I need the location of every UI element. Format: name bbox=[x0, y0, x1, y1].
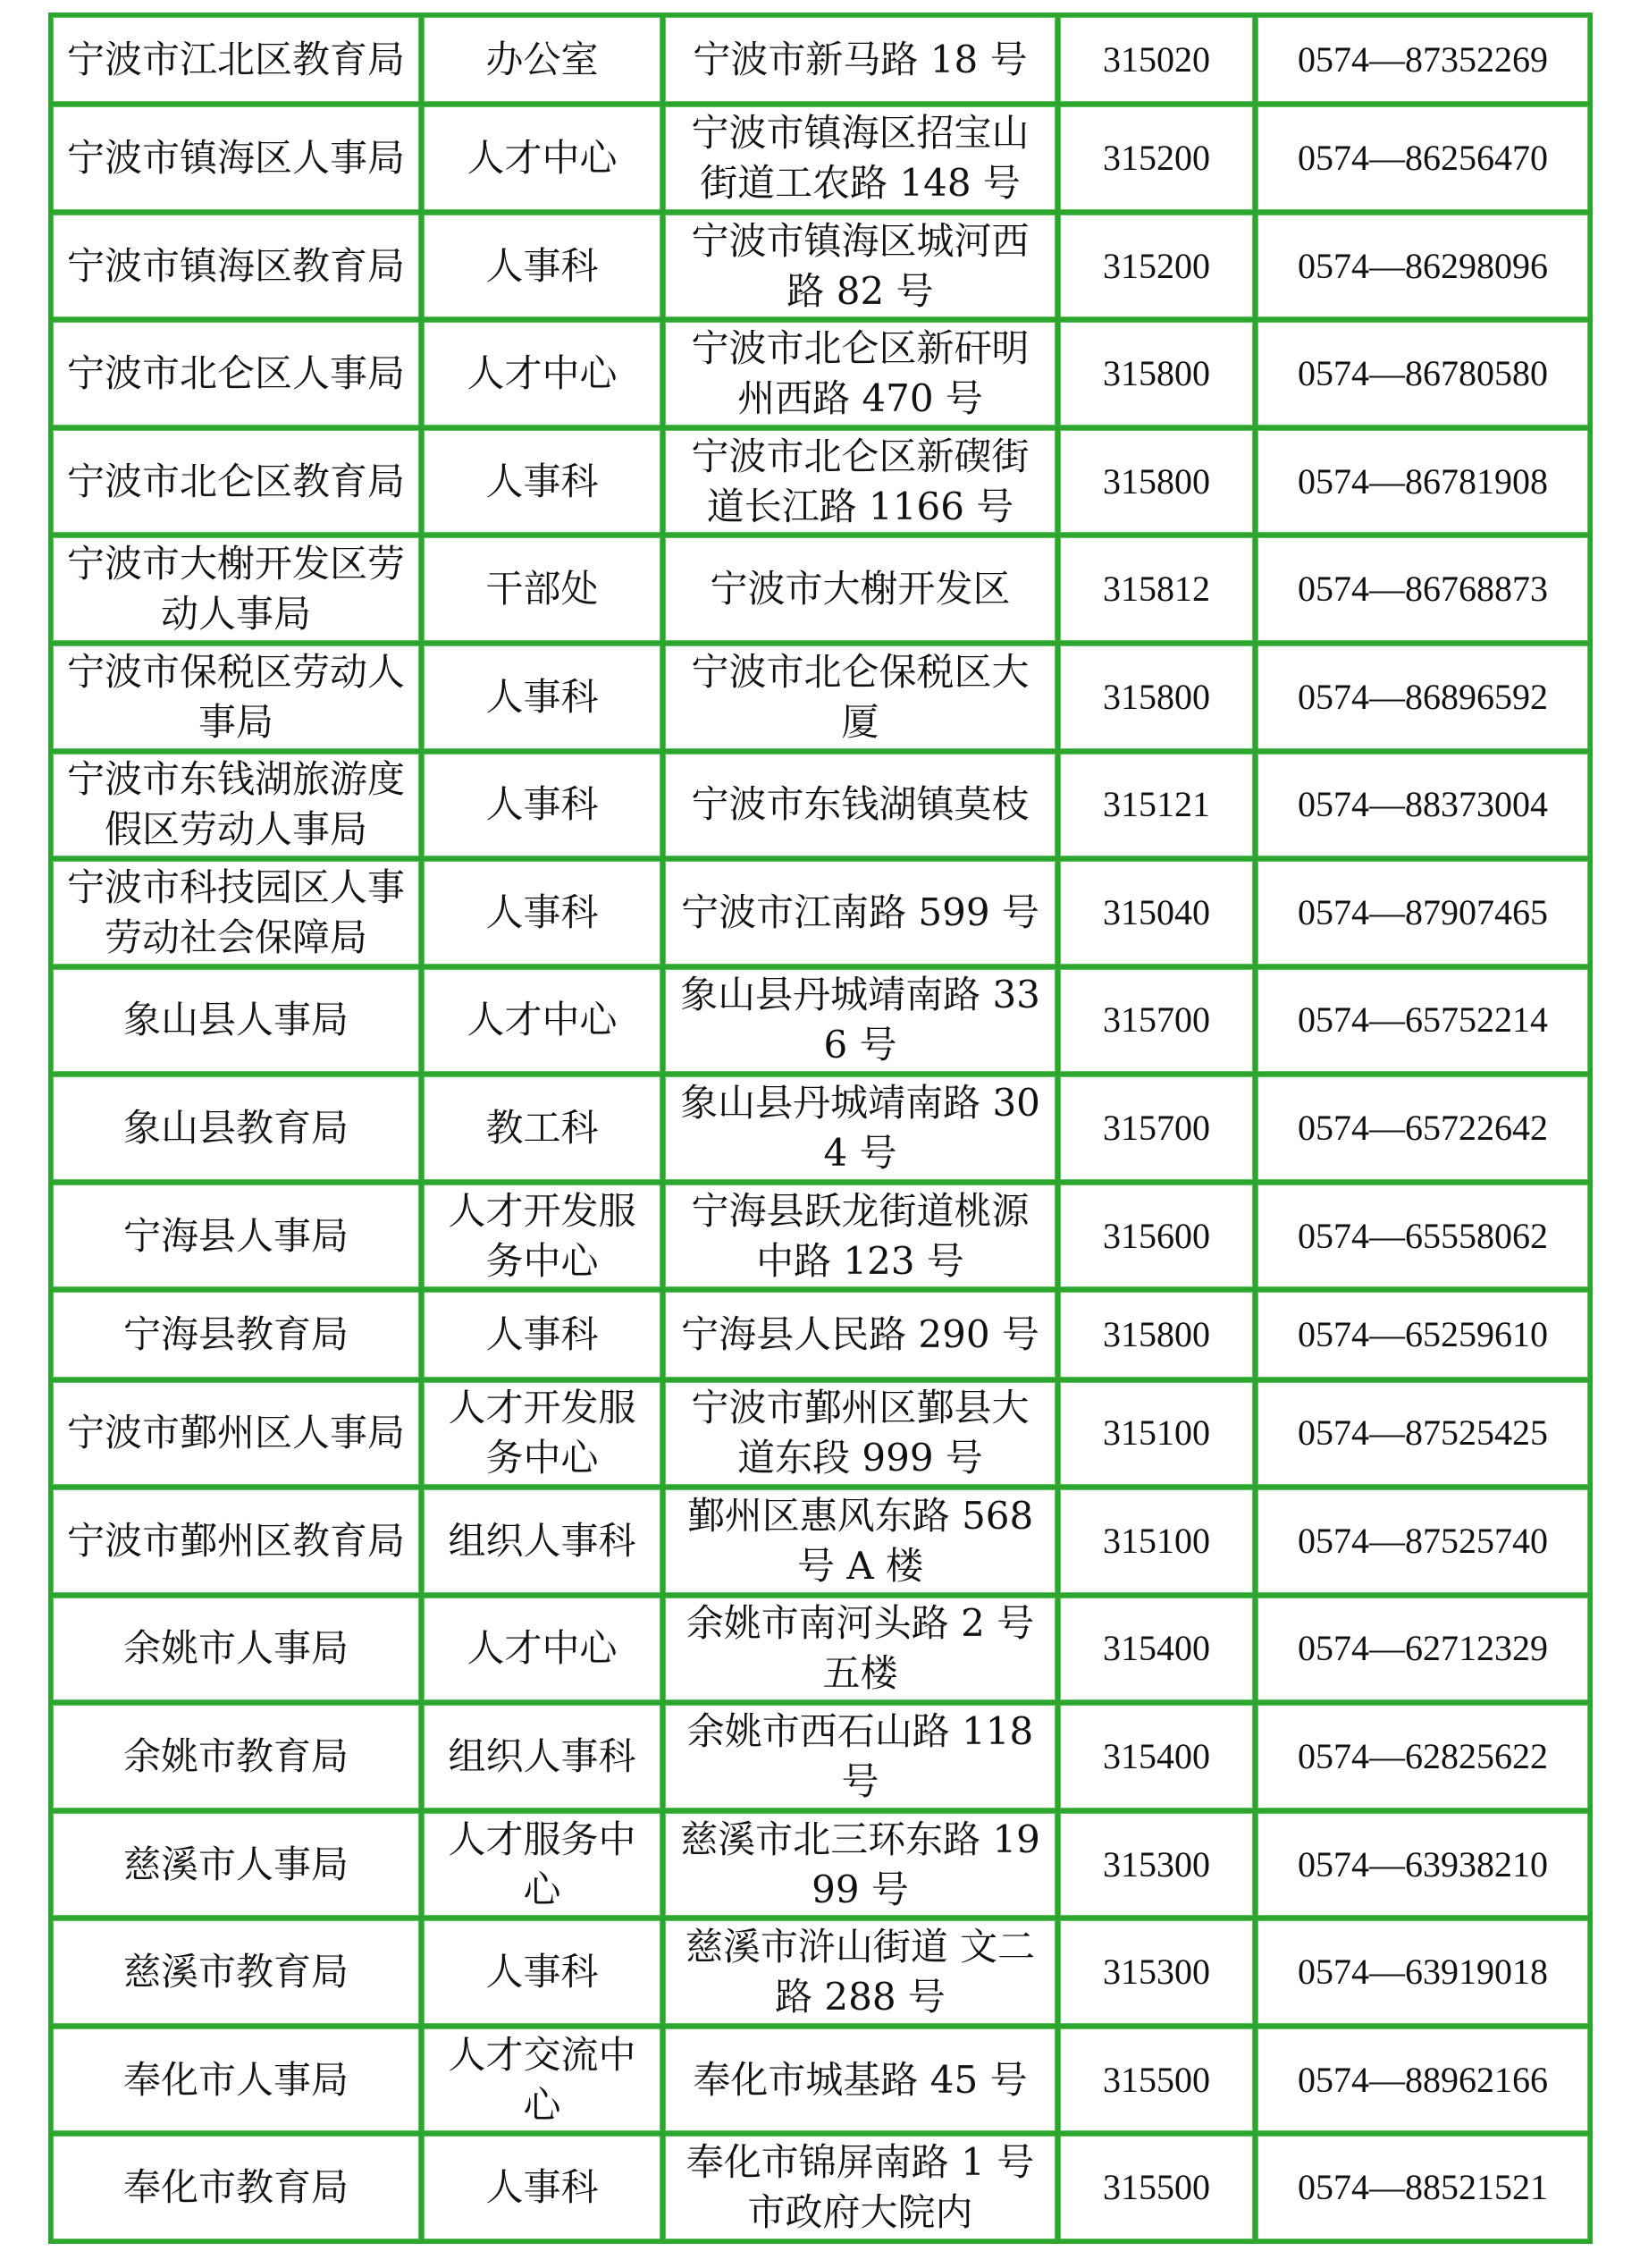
phone-cell: 0574—65558062 bbox=[1257, 1185, 1588, 1288]
postcode-cell: 315400 bbox=[1060, 1598, 1253, 1701]
org-cell: 宁波市江北区教育局 bbox=[53, 17, 419, 102]
phone-cell: 0574—86780580 bbox=[1257, 322, 1588, 426]
org-cell: 奉化市教育局 bbox=[53, 2136, 419, 2239]
table-row bbox=[53, 2028, 1588, 2132]
dept-cell: 组织人事科 bbox=[424, 1489, 660, 1593]
postcode-cell: 315600 bbox=[1060, 1185, 1253, 1288]
postcode-cell: 315500 bbox=[1060, 2028, 1253, 2132]
dept-cell: 人事科 bbox=[424, 2136, 660, 2239]
address-cell: 慈溪市北三环东路 1999 号 bbox=[665, 1813, 1055, 1917]
org-cell: 奉化市人事局 bbox=[53, 2028, 419, 2132]
table-row bbox=[53, 1920, 1588, 2024]
table-row bbox=[53, 1489, 1588, 1593]
postcode-cell: 315400 bbox=[1060, 1705, 1253, 1808]
postcode-cell: 315300 bbox=[1060, 1920, 1253, 2024]
postcode-cell: 315200 bbox=[1060, 215, 1253, 318]
phone-cell: 0574—88962166 bbox=[1257, 2028, 1588, 2132]
address-cell: 宁波市大榭开发区 bbox=[665, 537, 1055, 641]
table-row bbox=[53, 1813, 1588, 1917]
phone-cell: 0574—86256470 bbox=[1257, 106, 1588, 210]
postcode-cell: 315300 bbox=[1060, 1813, 1253, 1917]
address-cell: 宁波市鄞州区鄞县大道东段 999 号 bbox=[665, 1382, 1055, 1486]
phone-cell: 0574—88521521 bbox=[1257, 2136, 1588, 2239]
address-cell: 奉化市锦屏南路 1 号市政府大院内 bbox=[665, 2136, 1055, 2239]
table-row bbox=[53, 1382, 1588, 1486]
postcode-cell: 315700 bbox=[1060, 1076, 1253, 1180]
postcode-cell: 315100 bbox=[1060, 1489, 1253, 1593]
org-cell: 宁波市东钱湖旅游度假区劳动人事局 bbox=[53, 754, 419, 857]
dept-cell: 干部处 bbox=[424, 537, 660, 641]
dept-cell: 人事科 bbox=[424, 754, 660, 857]
address-cell: 象山县丹城靖南路 304 号 bbox=[665, 1076, 1055, 1180]
phone-cell: 0574—87525740 bbox=[1257, 1489, 1588, 1593]
dept-cell: 人才开发服务中心 bbox=[424, 1185, 660, 1288]
org-cell: 宁波市镇海区教育局 bbox=[53, 215, 419, 318]
org-cell: 宁波市北仑区人事局 bbox=[53, 322, 419, 426]
org-cell: 宁海县教育局 bbox=[53, 1292, 419, 1377]
table-row bbox=[53, 106, 1588, 210]
phone-cell: 0574—65752214 bbox=[1257, 969, 1588, 1073]
org-cell: 慈溪市人事局 bbox=[53, 1813, 419, 1917]
table-row bbox=[53, 1598, 1588, 1701]
phone-cell: 0574—87352269 bbox=[1257, 17, 1588, 102]
postcode-cell: 315812 bbox=[1060, 537, 1253, 641]
address-cell: 宁波市新马路 18 号 bbox=[665, 17, 1055, 102]
table-row bbox=[53, 861, 1588, 965]
org-cell: 宁波市科技园区人事劳动社会保障局 bbox=[53, 861, 419, 965]
phone-cell: 0574—63919018 bbox=[1257, 1920, 1588, 2024]
dept-cell: 人才中心 bbox=[424, 969, 660, 1073]
postcode-cell: 315500 bbox=[1060, 2136, 1253, 2239]
org-cell: 象山县人事局 bbox=[53, 969, 419, 1073]
org-cell: 宁海县人事局 bbox=[53, 1185, 419, 1288]
table-row bbox=[53, 1705, 1588, 1808]
table-row bbox=[53, 215, 1588, 318]
phone-cell: 0574—65259610 bbox=[1257, 1292, 1588, 1377]
table-row bbox=[53, 537, 1588, 641]
table-row bbox=[53, 17, 1588, 102]
dept-cell: 人才中心 bbox=[424, 106, 660, 210]
table-row bbox=[53, 969, 1588, 1073]
org-cell: 宁波市鄞州区教育局 bbox=[53, 1489, 419, 1593]
org-cell: 余姚市人事局 bbox=[53, 1598, 419, 1701]
table-row bbox=[53, 754, 1588, 857]
address-cell: 慈溪市浒山街道 文二路 288 号 bbox=[665, 1920, 1055, 2024]
address-cell: 宁波市北仑保税区大厦 bbox=[665, 645, 1055, 749]
table-row bbox=[53, 1076, 1588, 1180]
phone-cell: 0574—62825622 bbox=[1257, 1705, 1588, 1808]
phone-cell: 0574—86896592 bbox=[1257, 645, 1588, 749]
dept-cell: 人才开发服务中心 bbox=[424, 1382, 660, 1486]
address-cell: 余姚市西石山路 118 号 bbox=[665, 1705, 1055, 1808]
postcode-cell: 315100 bbox=[1060, 1382, 1253, 1486]
address-cell: 奉化市城基路 45 号 bbox=[665, 2028, 1055, 2132]
table-row bbox=[53, 430, 1588, 534]
table-row bbox=[53, 322, 1588, 426]
dept-cell: 人才服务中心 bbox=[424, 1813, 660, 1917]
table-row bbox=[53, 2136, 1588, 2239]
dept-cell: 人才中心 bbox=[424, 1598, 660, 1701]
postcode-cell: 315121 bbox=[1060, 754, 1253, 857]
phone-cell: 0574—88373004 bbox=[1257, 754, 1588, 857]
phone-cell: 0574—63938210 bbox=[1257, 1813, 1588, 1917]
address-cell: 宁波市江南路 599 号 bbox=[665, 861, 1055, 965]
phone-cell: 0574—86298096 bbox=[1257, 215, 1588, 318]
org-cell: 宁波市保税区劳动人事局 bbox=[53, 645, 419, 749]
dept-cell: 人才交流中心 bbox=[424, 2028, 660, 2132]
org-cell: 象山县教育局 bbox=[53, 1076, 419, 1180]
dept-cell: 办公室 bbox=[424, 17, 660, 102]
org-cell: 宁波市大榭开发区劳动人事局 bbox=[53, 537, 419, 641]
org-cell: 慈溪市教育局 bbox=[53, 1920, 419, 2024]
address-cell: 宁海县人民路 290 号 bbox=[665, 1292, 1055, 1377]
org-cell: 宁波市北仑区教育局 bbox=[53, 430, 419, 534]
postcode-cell: 315020 bbox=[1060, 17, 1253, 102]
contact-directory-table bbox=[48, 13, 1593, 2244]
postcode-cell: 315800 bbox=[1060, 322, 1253, 426]
postcode-cell: 315800 bbox=[1060, 1292, 1253, 1377]
org-cell: 宁波市鄞州区人事局 bbox=[53, 1382, 419, 1486]
table-body bbox=[53, 17, 1588, 2239]
dept-cell: 教工科 bbox=[424, 1076, 660, 1180]
postcode-cell: 315040 bbox=[1060, 861, 1253, 965]
phone-cell: 0574—62712329 bbox=[1257, 1598, 1588, 1701]
postcode-cell: 315800 bbox=[1060, 430, 1253, 534]
phone-cell: 0574—87907465 bbox=[1257, 861, 1588, 965]
phone-cell: 0574—86768873 bbox=[1257, 537, 1588, 641]
dept-cell: 人事科 bbox=[424, 430, 660, 534]
postcode-cell: 315800 bbox=[1060, 645, 1253, 749]
dept-cell: 人事科 bbox=[424, 645, 660, 749]
phone-cell: 0574—87525425 bbox=[1257, 1382, 1588, 1486]
dept-cell: 人事科 bbox=[424, 215, 660, 318]
table-row bbox=[53, 1292, 1588, 1377]
address-cell: 鄞州区惠风东路 568 号 A 楼 bbox=[665, 1489, 1055, 1593]
postcode-cell: 315700 bbox=[1060, 969, 1253, 1073]
address-cell: 宁波市镇海区城河西路 82 号 bbox=[665, 215, 1055, 318]
table-row bbox=[53, 645, 1588, 749]
address-cell: 宁波市北仑区新矸明州西路 470 号 bbox=[665, 322, 1055, 426]
dept-cell: 组织人事科 bbox=[424, 1705, 660, 1808]
dept-cell: 人事科 bbox=[424, 861, 660, 965]
phone-cell: 0574—86781908 bbox=[1257, 430, 1588, 534]
org-cell: 余姚市教育局 bbox=[53, 1705, 419, 1808]
address-cell: 余姚市南河头路 2 号五楼 bbox=[665, 1598, 1055, 1701]
org-cell: 宁波市镇海区人事局 bbox=[53, 106, 419, 210]
address-cell: 宁波市北仑区新碶街道长江路 1166 号 bbox=[665, 430, 1055, 534]
dept-cell: 人事科 bbox=[424, 1920, 660, 2024]
table-row bbox=[53, 1185, 1588, 1288]
address-cell: 象山县丹城靖南路 336 号 bbox=[665, 969, 1055, 1073]
dept-cell: 人才中心 bbox=[424, 322, 660, 426]
phone-cell: 0574—65722642 bbox=[1257, 1076, 1588, 1180]
address-cell: 宁海县跃龙街道桃源中路 123 号 bbox=[665, 1185, 1055, 1288]
address-cell: 宁波市东钱湖镇莫枝 bbox=[665, 754, 1055, 857]
postcode-cell: 315200 bbox=[1060, 106, 1253, 210]
address-cell: 宁波市镇海区招宝山街道工农路 148 号 bbox=[665, 106, 1055, 210]
dept-cell: 人事科 bbox=[424, 1292, 660, 1377]
